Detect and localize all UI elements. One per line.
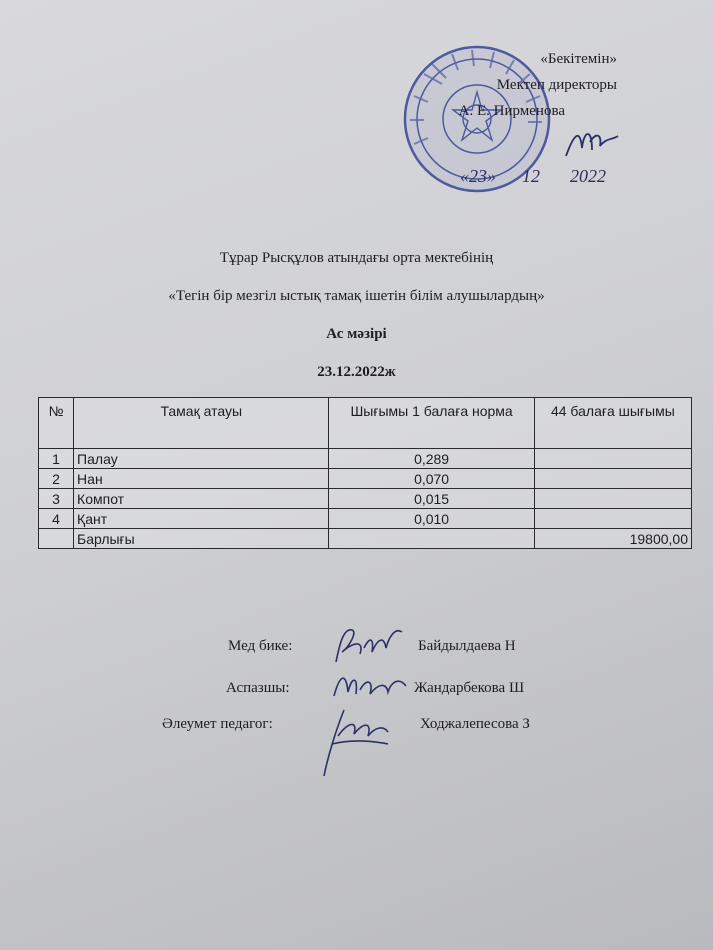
total-row-number	[39, 529, 74, 549]
row-total	[534, 469, 691, 489]
table-row	[39, 489, 692, 509]
approval-date-day: «23»	[460, 166, 496, 186]
header-total: 44 балаға шығымы	[534, 398, 691, 449]
row-number: 4	[39, 509, 74, 529]
row-number: 2	[39, 469, 74, 489]
school-heading: Тұрар Рысқұлов атындағы орта мектебінің	[219, 250, 494, 266]
row-norm: 0,010	[329, 509, 534, 529]
director-signature	[562, 124, 622, 160]
menu-date: 23.12.2022ж	[317, 364, 396, 380]
total-row-norm	[329, 529, 534, 549]
approval-date	[456, 166, 626, 192]
row-norm: 0,015	[329, 489, 534, 509]
row-total	[534, 449, 691, 469]
approval-date-year: 2022	[570, 166, 606, 186]
director-name: А. Е. Пирменова	[458, 103, 565, 119]
table-row	[39, 449, 692, 469]
signature-name-cook: Жандарбекова Ш	[414, 680, 525, 696]
header-norm: Шығымы 1 балаға норма	[329, 398, 534, 449]
menu-subtitle: «Тегін бір мезгіл ыстық тамақ ішетін білім алушылардың»	[168, 288, 545, 304]
nurse-signature	[330, 622, 408, 666]
row-dish-name: Нан	[74, 469, 329, 489]
header-dish-name: Тамақ атауы	[74, 398, 329, 449]
row-dish-name: Палау	[74, 449, 329, 469]
approval-label: «Бекітемін»	[540, 51, 617, 67]
social-pedagogue-signature	[318, 700, 398, 780]
row-total	[534, 489, 691, 509]
row-norm: 0,289	[329, 449, 534, 469]
row-dish-name: Компот	[74, 489, 329, 509]
approval-block	[459, 48, 617, 126]
director-title: Мектеп директоры	[496, 77, 617, 93]
row-total	[534, 509, 691, 529]
row-number: 1	[39, 449, 74, 469]
table-row	[39, 509, 692, 529]
menu-table	[38, 397, 692, 549]
signature-role-cook: Аспазшы:	[226, 680, 290, 696]
approval-date-month: 12	[522, 166, 540, 186]
row-number: 3	[39, 489, 74, 509]
menu-title: Ас мәзірі	[326, 326, 387, 342]
signature-role-social-pedagogue: Әлеумет педагог:	[162, 716, 273, 732]
table-row	[39, 469, 692, 489]
table-total-row	[39, 529, 692, 549]
total-row-value: 19800,00	[534, 529, 691, 549]
row-norm: 0,070	[329, 469, 534, 489]
table-header-row	[39, 398, 692, 449]
signature-name-social-pedagogue: Ходжалепесова З	[420, 716, 530, 732]
total-row-label: Барлығы	[74, 529, 329, 549]
row-dish-name: Қант	[74, 509, 329, 529]
signature-name-nurse: Байдылдаева Н	[418, 638, 516, 654]
header-number: №	[39, 398, 74, 449]
signature-role-nurse: Мед бике:	[228, 638, 293, 654]
